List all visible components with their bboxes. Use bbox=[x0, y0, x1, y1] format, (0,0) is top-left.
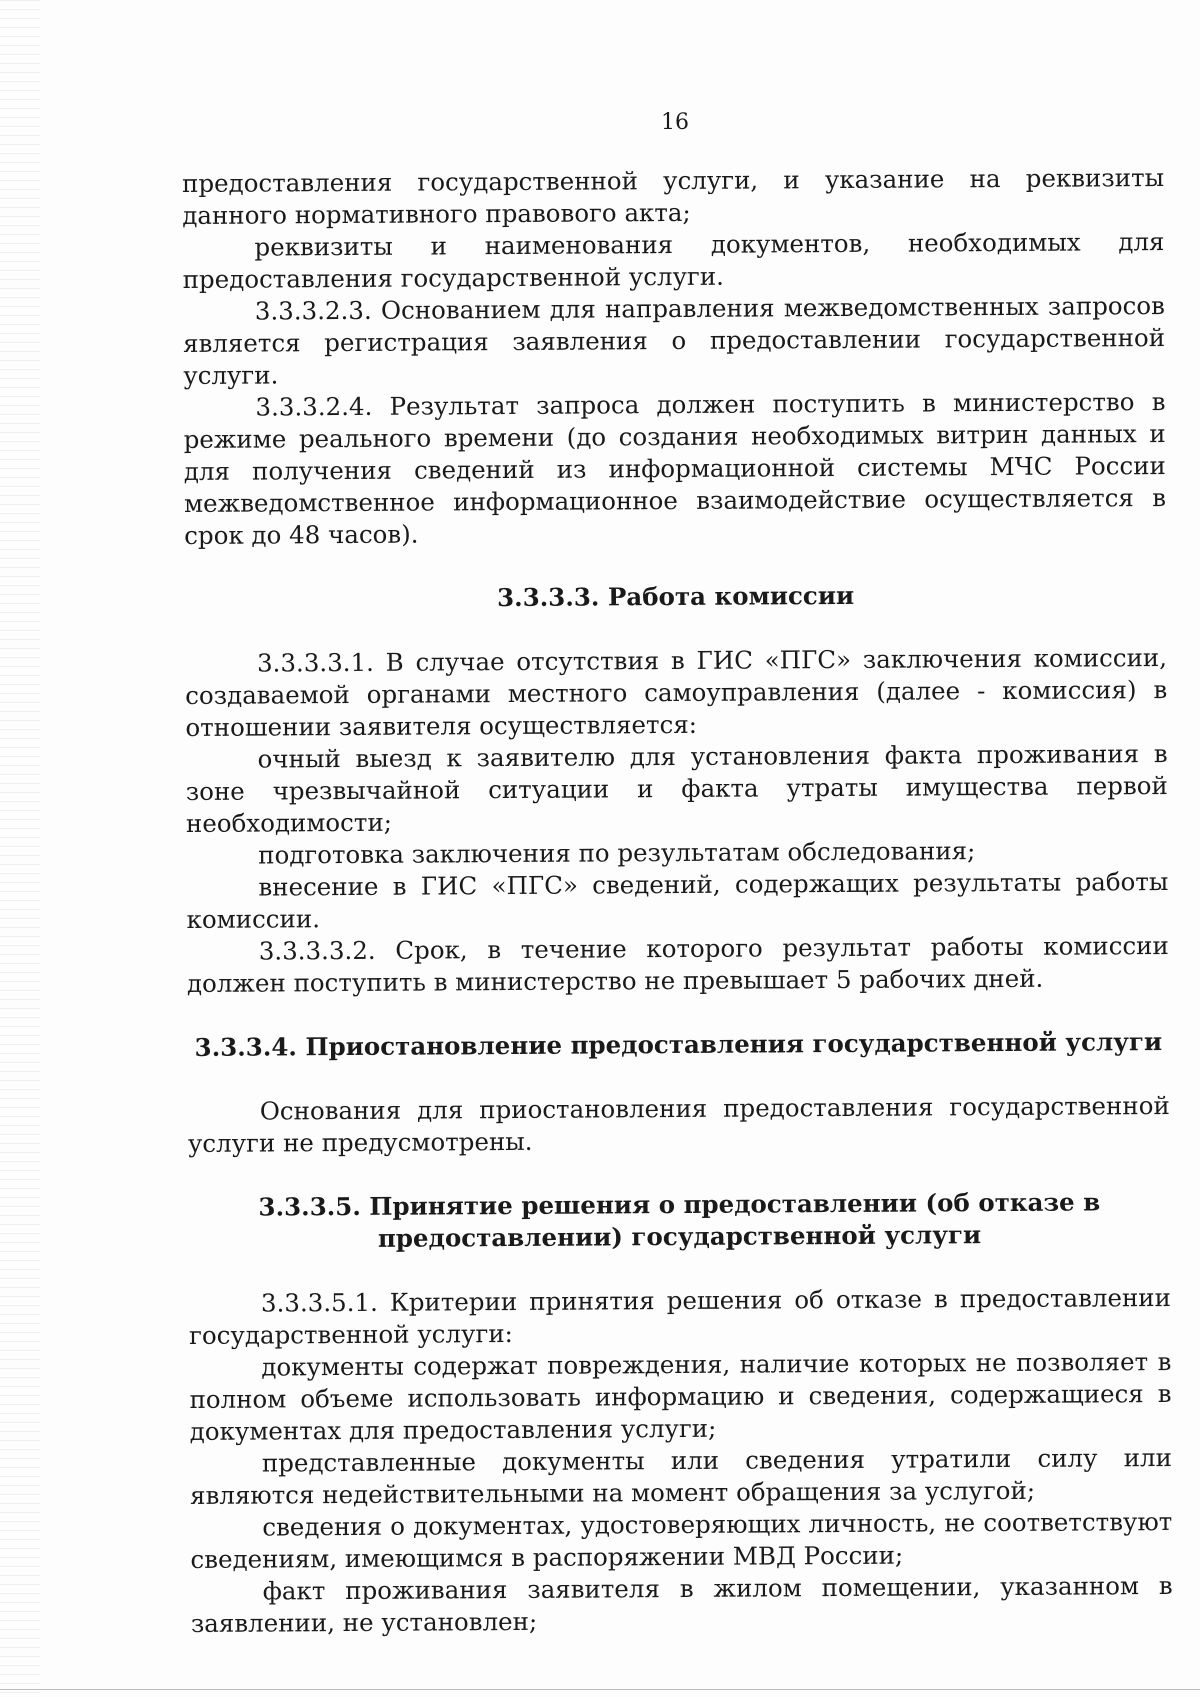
paragraph: 3.3.3.3.2. Срок, в течение которого результат работы комиссии должен поступить в министерство не превышает 5 рабочих дней. bbox=[186, 930, 1169, 998]
paragraph: 3.3.3.3.1. В случае отсутствия в ГИС «ПГС» заключения комиссии, создаваемой органами местного самоуправления (далее - комиссия) в отношении заявителя осуществляется: bbox=[185, 642, 1168, 742]
paragraph: Основания для приостановления предоставления государственной услуги не предусмотрены. bbox=[187, 1090, 1170, 1158]
paragraph: реквизиты и наименования документов, необходимых для предоставления государственной услуги. bbox=[182, 227, 1165, 294]
page-number: 16 bbox=[661, 110, 689, 135]
section-heading: 3.3.3.5. Принятие решения о предоставлении (об отказе в предоставлении) государственной услуги bbox=[258, 1187, 1101, 1253]
scan-bottom-edge bbox=[0, 1689, 1200, 1690]
paragraph: подготовка заключения по результатам обследования; bbox=[258, 836, 976, 870]
paragraph: 3.3.3.5.1. Критерии принятия решения об отказе в предоставлении государственной услуги: bbox=[189, 1282, 1172, 1350]
paragraph: сведения о документах, удостоверяющих личность, не соответствуют сведениям, имеющимся в распоряжении МВД России; bbox=[190, 1506, 1173, 1574]
document-body bbox=[182, 162, 1173, 1640]
section-heading: 3.3.3.3. Работа комиссии bbox=[496, 580, 855, 613]
paragraph: документы содержат повреждения, наличие которых не позволяет в полном объеме использовать информацию и сведения, содержащиеся в документах для предоставления услуги; bbox=[189, 1346, 1172, 1446]
section-heading: 3.3.3.4. Приостановление предоставления государственной услуги bbox=[194, 1027, 1163, 1062]
paragraph: предоставления государственной услуги, и указание на реквизиты данного нормативного правового акта; bbox=[182, 163, 1165, 230]
paragraph: очный выезд к заявителю для установления факта проживания в зоне чрезвычайной ситуации и факта утраты имущества первой необходимости; bbox=[185, 738, 1168, 838]
paragraph: 3.3.3.2.4. Результат запроса должен поступить в министерство в режиме реального времени (до создания необходимых витрин данных и для получения сведений из информационной системы МЧС России межведомственное информационное взаимодействие осуществляется в срок до 48 часов). bbox=[183, 386, 1167, 550]
paragraph: факт проживания заявителя в жилом помещении, указанном в заявлении, не установлен; bbox=[190, 1570, 1173, 1638]
paragraph: 3.3.3.2.3. Основанием для направления межведомственных запросов является регистрация заявления о предоставлении государственной услуги. bbox=[182, 290, 1166, 390]
scan-edge-texture bbox=[0, 0, 40, 1697]
paragraph: представленные документы или сведения утратили силу или являются недействительными на момент обращения за услугой; bbox=[190, 1442, 1172, 1510]
paragraph: внесение в ГИС «ПГС» сведений, содержащих результаты работы комиссии. bbox=[186, 866, 1169, 934]
